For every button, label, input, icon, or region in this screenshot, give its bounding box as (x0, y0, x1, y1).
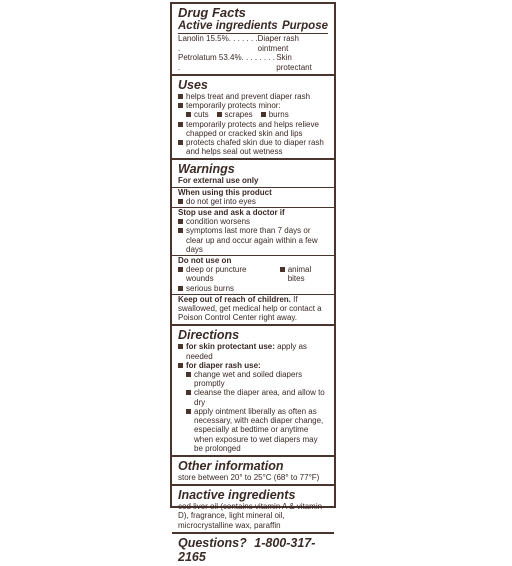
drug-facts-panel (170, 2, 336, 564)
bullet-icon (178, 219, 183, 224)
keep-out-block (172, 294, 334, 323)
questions-label: Questions? (178, 535, 247, 550)
bullet-icon (178, 122, 183, 127)
bullet-icon (178, 344, 183, 349)
bullet-icon (178, 103, 183, 108)
questions-section (172, 532, 334, 566)
when-using-block (172, 187, 334, 206)
do-not-use-row: deep or puncture wounds animal bites (178, 265, 328, 283)
ingredient-row (178, 53, 328, 72)
ingredient-purpose: Diaper rash ointment (257, 34, 299, 53)
list-item: serious burns (178, 284, 328, 293)
list-item: apply ointment liberally as often as necessary, with each diaper change, especially at bedtime or anytime when exposure to wet diapers may be prolonged (178, 407, 328, 453)
phone-number: 1-800-317-2165 (178, 535, 316, 564)
bullet-icon (178, 363, 183, 368)
when-using-heading: When using this product (178, 187, 272, 197)
leader-dots: . . . . . . . . . (178, 53, 275, 72)
ingredient-row (178, 34, 328, 53)
bullet-icon (261, 112, 266, 117)
external-use-note: For external use only (178, 176, 259, 186)
bullet-icon (217, 112, 222, 117)
ingredient-name: Petrolatum 53.4% (178, 53, 242, 62)
stop-use-heading: Stop use and ask a doctor if (178, 208, 285, 218)
active-ingredients-heading: Active ingredients (178, 20, 278, 32)
inactive-ingredients-section (172, 484, 334, 532)
ingredient-purpose: Skin protectant (276, 53, 312, 72)
list-item: symptoms last more than 7 days or clear up and occur again within a few days (178, 226, 328, 254)
list-item: do not get into eyes (178, 197, 328, 206)
list-item: temporarily protects minor: (178, 101, 328, 110)
list-item: temporarily protects and helps relieve chapped or cracked skin and lips (178, 120, 328, 138)
warnings-heading: Warnings (178, 162, 235, 177)
directions-heading: Directions (178, 328, 240, 343)
bullet-icon (186, 390, 191, 395)
list-item: cleanse the diaper area, and allow to dry (178, 388, 328, 406)
inactive-ingredients-heading: Inactive ingredients (178, 488, 296, 503)
do-not-use-heading: Do not use on (178, 256, 232, 266)
bullet-icon (178, 267, 183, 272)
other-information-heading: Other information (178, 458, 284, 473)
bullet-icon (178, 228, 183, 233)
directions-section (172, 324, 334, 454)
stop-use-block (172, 207, 334, 254)
bullet-icon (178, 140, 183, 145)
purpose-heading: Purpose (281, 20, 328, 32)
list-item: for diaper rash use: (178, 361, 328, 370)
bullet-icon (186, 372, 191, 377)
keep-out-text: Keep out of reach of children. If swallowed, get medical help or contact a Poison Control Center right away. (178, 294, 322, 323)
leader-dots: . . . . . . . . (178, 34, 258, 53)
do-not-use-block (172, 255, 334, 293)
active-ingredients-header (178, 20, 328, 34)
ingredient-name: Lanolin 15.5% (178, 34, 229, 43)
bullet-icon (178, 286, 183, 291)
list-item: condition worsens (178, 217, 328, 226)
warnings-section (172, 158, 334, 324)
list-item: change wet and soiled diapers promptly (178, 370, 328, 388)
active-ingredients-section (172, 4, 334, 74)
list-item: protects chafed skin due to diaper rash and helps seal out wetness (178, 138, 328, 156)
bullet-icon (178, 199, 183, 204)
list-item: helps treat and prevent diaper rash (178, 92, 328, 101)
other-information-section (172, 455, 334, 484)
bullet-icon (178, 94, 183, 99)
bullet-icon (186, 409, 191, 414)
list-item: for skin protectant use: apply as needed (178, 342, 328, 360)
uses-heading: Uses (178, 78, 208, 92)
drug-facts-title: Drug Facts (178, 5, 246, 20)
uses-section (172, 74, 334, 158)
minor-injuries-row: cuts scrapes burns (178, 110, 328, 119)
bullet-icon (186, 112, 191, 117)
storage-text: store between 20° to 25°C (68° to 77°F) (178, 472, 320, 482)
questions-line (178, 536, 328, 564)
bullet-icon (280, 267, 285, 272)
inactive-ingredients-text: cod liver oil (contains vitamin A & vitamin D), fragrance, light mineral oil, microcrystalline wax, paraffin (178, 502, 323, 530)
